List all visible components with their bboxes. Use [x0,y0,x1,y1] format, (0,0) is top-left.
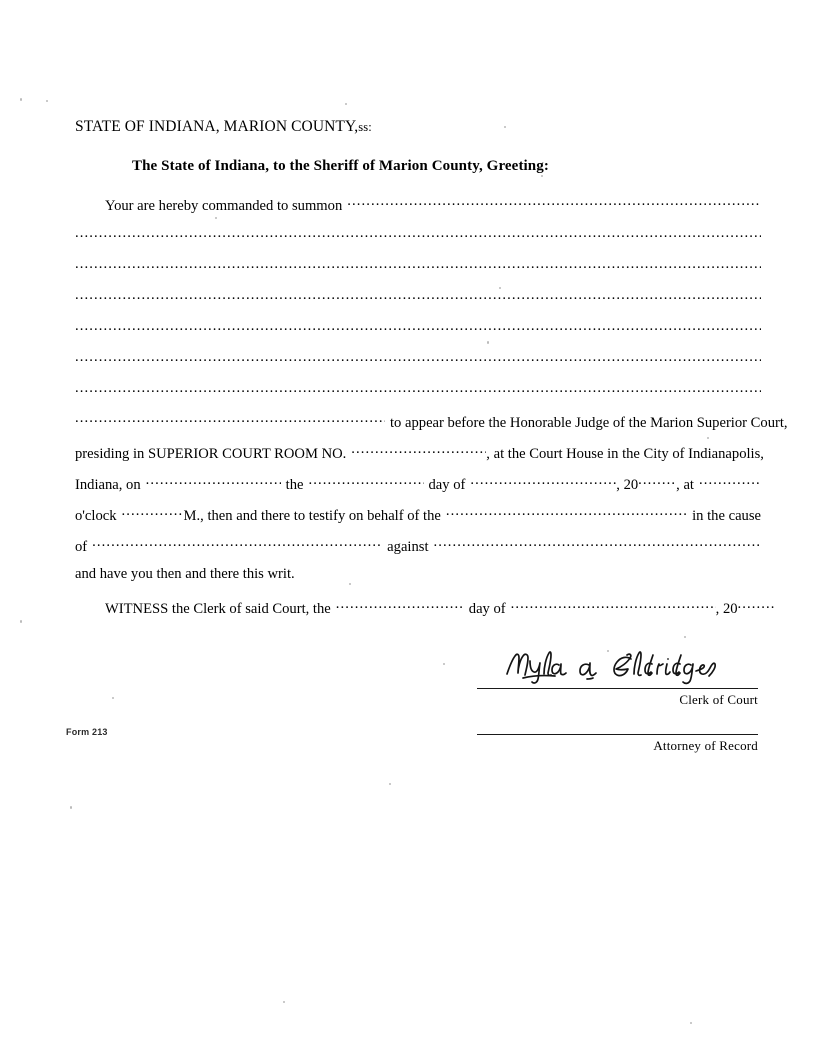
oclock-label: o'clock [75,507,117,524]
scan-speckle [112,697,114,699]
witness-line [75,598,761,624]
scan-speckle [46,100,48,102]
date-line [75,474,761,505]
scan-speckle [345,103,347,105]
testify-label: M., then and there to testify on behalf of the [183,507,441,524]
fill-in-blank[interactable] [75,412,385,427]
against-label: against [387,538,429,555]
greeting-heading: The State of Indiana, to the Sheriff of Marion County, Greeting: [132,158,549,174]
ss-abbreviation: ss: [358,120,372,134]
day-blank[interactable] [309,474,424,489]
signature-block [477,648,758,754]
scan-speckle [70,806,72,809]
room-number-blank[interactable] [351,443,486,458]
fill-in-blank[interactable] [75,381,761,397]
oclock-line [75,505,761,536]
indiana-on-label: Indiana, on [75,476,141,493]
blank-fill-row [75,319,761,350]
summon-line [75,195,761,226]
writ-label: and have you then and there this writ. [75,566,295,582]
in-the-cause-label: in the cause [692,507,761,524]
document-body [75,118,788,624]
date-blank[interactable] [146,474,281,489]
clerk-of-court-label: Clerk of Court [679,692,758,707]
fill-in-blank[interactable] [347,195,761,210]
spacer [477,708,758,734]
witness-month-blank[interactable] [511,598,716,613]
court-house-label: , at the Court House in the City of Indianapolis, [486,445,764,462]
fill-in-blank[interactable] [75,226,761,242]
signature-icon [503,646,723,686]
fill-in-blank[interactable] [75,319,761,335]
fill-in-blank[interactable] [75,288,761,304]
appear-before-line [75,412,788,443]
scan-speckle [690,1022,692,1024]
time-blank[interactable] [699,474,761,489]
the-label: the [285,476,304,493]
presiding-line [75,443,764,474]
clerk-signature [477,648,758,688]
scan-speckle [20,620,22,623]
witness-day-of-label: day of [468,600,506,617]
year-prefix-label: , 20 [616,476,639,493]
year-blank[interactable] [638,474,676,489]
scan-speckle [20,98,22,101]
witness-year-blank[interactable] [738,598,776,613]
of-label: of [75,538,88,555]
witness-label: WITNESS the Clerk of said Court, the [105,600,331,617]
writ-line [75,567,761,598]
day-of-label: day of [428,476,466,493]
plaintiff-blank[interactable] [92,536,382,551]
attorney-of-record-label: Attorney of Record [653,738,758,753]
blank-fill-row [75,226,761,257]
fill-in-blank[interactable] [75,257,761,273]
at-label: , at [676,476,694,493]
scan-speckle [389,783,391,785]
scan-speckle [684,636,686,638]
form-number: Form 213 [66,727,108,737]
am-pm-blank[interactable] [122,505,184,520]
summon-label: Your are hereby commanded to summon [105,197,343,214]
blank-fill-row [75,288,761,319]
witness-day-blank[interactable] [336,598,464,613]
scan-speckle [283,1001,285,1003]
appear-before-label: to appear before the Honorable Judge of the Marion Superior Court, [390,414,788,431]
fill-in-blank[interactable] [75,350,761,366]
behalf-of-blank[interactable] [446,505,687,520]
presiding-label: presiding in SUPERIOR COURT ROOM NO. [75,445,347,462]
blank-fill-row [75,381,761,412]
scan-speckle [443,663,445,665]
parties-line [75,536,761,567]
state-county-text: STATE OF INDIANA, MARION COUNTY, [75,118,359,135]
blank-fill-row [75,257,761,288]
state-county-heading [75,118,761,136]
witness-year-label: , 20 [715,600,738,617]
month-blank[interactable] [470,474,616,489]
blank-fill-row [75,350,761,381]
defendant-blank[interactable] [434,536,761,551]
